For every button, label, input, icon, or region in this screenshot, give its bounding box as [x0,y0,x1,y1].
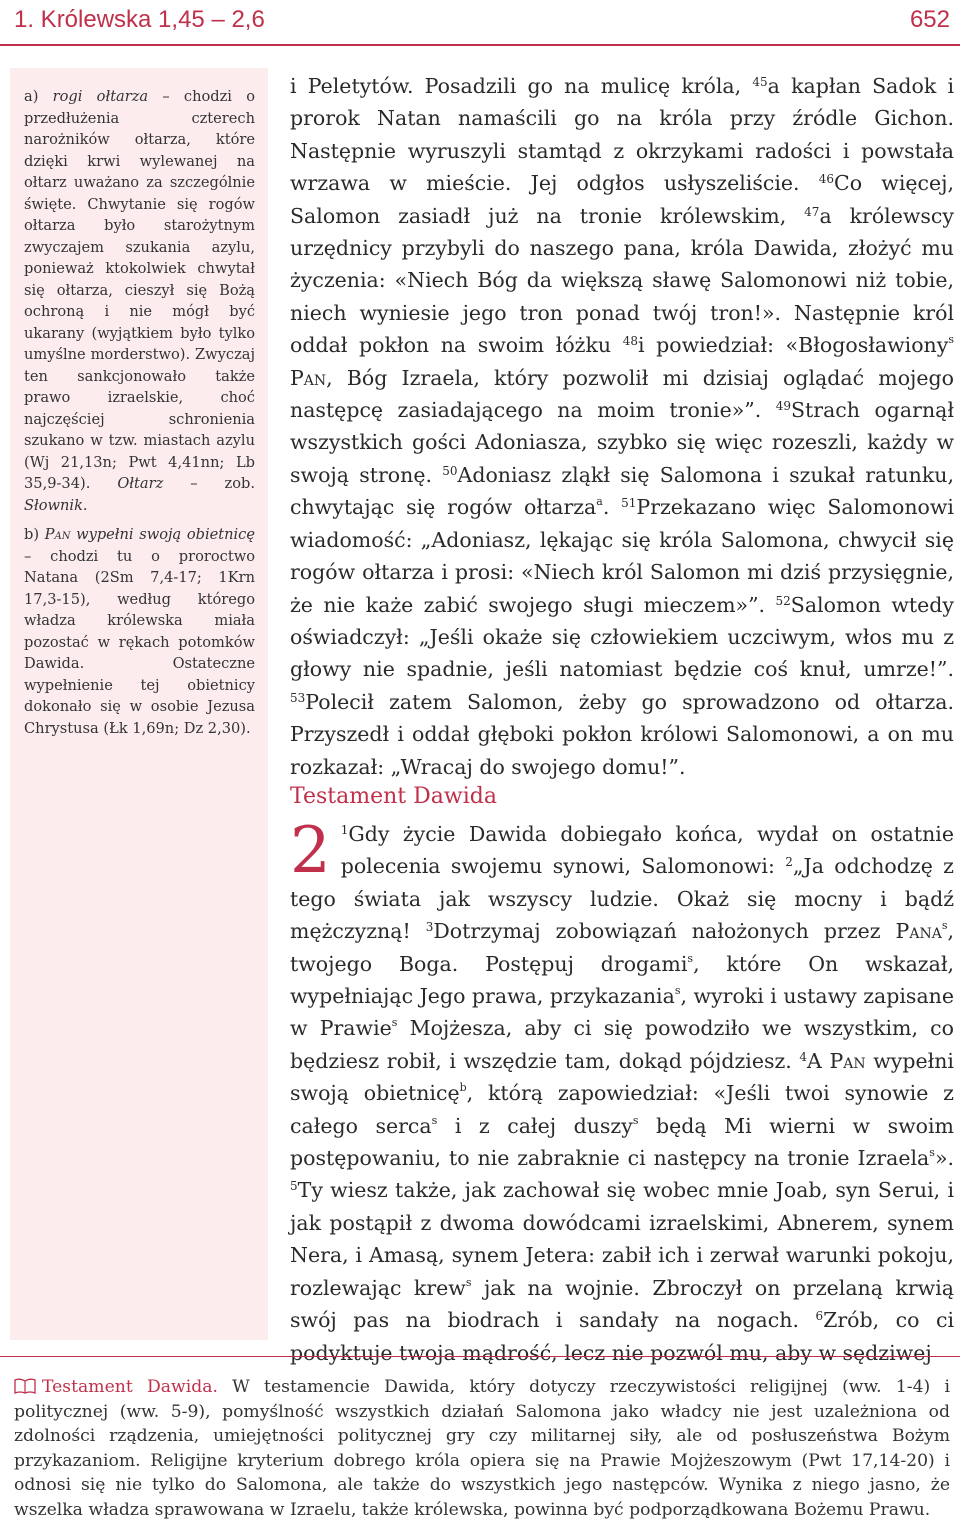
footnote-a-term: rogi ołtarza [52,88,149,105]
glossary-mark: s [465,1275,472,1289]
text-run: . [602,495,622,520]
footnote-a [24,86,255,516]
main-text [290,70,954,783]
commentary-title: Testament Dawida. [42,1377,218,1397]
text-run: Dotrzymaj zobowiązań nałożonych przez [433,919,896,944]
chapter-number: 2 [290,814,331,888]
text-run: jak na wojnie. Zbroczył on przelaną krwią swój pas na biodrach i sandały na nogach. [290,1275,954,1333]
verse-number: 6 [815,1309,824,1324]
footnote-a-see: – zob. [163,475,256,492]
verse-number: 5 [290,1179,298,1194]
footnote-b-mark: b) [24,526,40,543]
text-run: , Bóg Izraela, który pozwolił mi dzisiaj oglądać mojego następcę zasiadającego na moim tronie»”. [290,365,954,423]
running-title: 1. Królewska 1,45 – 2,6 [14,6,265,33]
footnote-ref[interactable]: b [459,1081,467,1095]
glossary-mark: s [632,1113,639,1127]
text-run: będą Mi wierni w swoim postępowaniu, to nie zabraknie ci następcy na tronie Izraela [290,1113,954,1171]
verse-number: 1 [340,823,349,837]
footnote-a-mark: a) [24,88,39,105]
verse-number: 49 [775,399,791,414]
verse-number: 50 [442,463,458,478]
text-run: Polecił zatem Salomon, żeby go sprowadzono od ołtarza. Przyszedł i oddał głęboki pokłon królowi Salomonowi, a on mu rozkazał: „Wracaj do swojego domu!”. [290,689,954,779]
text-run: i Peletytów. Posadzili go na mulicę króla, [290,74,753,98]
footnote-b [24,524,255,739]
chapter-paragraph [290,814,955,1369]
text-run: Zrób, co ci podyktuje twoja mądrość, lecz nie pozwól mu, aby w sędziwej [290,1308,955,1365]
verse-number: 53 [290,690,306,705]
divine-name: Pan [829,1048,866,1073]
text-run: Przekazano więc Salomonowi wiadomość: „Adoniasz, lękając się króla Salomona, chwycił się rogów ołtarza i prosi: «Niech król Salomon mi dziś przysięgnie, że nie każe zabić swojego sługi mieczem»”. [290,495,954,617]
chapter-text [290,814,955,1369]
footnote-a-end: . [82,496,88,514]
verse-number: 2 [785,855,793,870]
text-run: i powiedział: «Błogosławiony [637,333,949,358]
glossary-mark: s [431,1113,438,1127]
text-run: Strach ogarnął wszystkich gości Adoniasza, szybko się więc rozeszli, każdy w swoją stronę. [290,398,955,487]
text-run: i z całej duszy [437,1113,633,1138]
text-run: ». [934,1146,954,1171]
divine-name: Pana [895,919,942,944]
verse-number: 46 [818,172,835,187]
book-icon [14,1377,36,1393]
text-run: „Ja odchodzę z tego świata jak wszyscy ludzie. Okaż się mocny i bądź mężczyzną! [290,854,954,944]
text-run: , którą zapowiedział: «Jeśli twoi synowie z całego serca [290,1081,954,1138]
text-run: Gdy życie Dawida dobiegało końca, wydał on ostatnie polecenia swojemu synowi, Salomonowi: [340,822,954,879]
glossary-mark: s [941,919,948,933]
section-title: Testament Dawida [290,784,497,809]
glossary-mark: s [391,1016,398,1030]
verse-number: 47 [804,204,820,219]
footnotes-sidebar [10,68,268,1340]
verse-number: 4 [799,1049,808,1064]
commentary-box [0,1356,960,1529]
footnote-b-text: – chodzi tu o proroctwo Natana (2Sm 7,4-17; 1Krn 17,3-15), według którego władza królewska miała pozostać w rękach potomków Dawida. Ostateczne wypełnienie tej obietnicy dokonało się w osobie Jezusa Chrystusa (Łk 1,69n; Dz 2,30). [24,547,255,737]
text-run: Co więcej, Salomon zasiadł już na tronie królewskim, [290,171,954,228]
footnote-b-term: wypełni swoją obietnicę [70,526,255,543]
glossary-mark: s [687,951,694,965]
glossary-mark: s [674,984,681,998]
commentary-text: W testamencie Dawida, który dotyczy rzeczywistości religijnej (ww. 1-4) i politycznej (ww. 5-9), pomyślność wszystkich działań Salomona jako władcy nie jest uzależniona od zdolności rządzenia, umiejętności politycznej gry czy militarnej siły, ale od posłuszeństwa Bożym przykazaniom. Religijne kryterium dobrego króla opiera się na Prawie Mojżeszowym (Pwt 17,14-20) i odnosi się nie tylko do Salomona, ale także do wszystkich jego następców. Wynika z niego jasno, że wszelka władza sprawowana w Izraelu, także królewska, powinna być podporządkowana Bożemu Prawu. [14,1377,950,1520]
page-header [0,0,960,46]
verse-number: 48 [622,334,638,349]
text-run: wypełni swoją obietnicę [290,1048,954,1106]
footnote-b-term-pan: Pan [44,526,71,543]
text-run: , twojego Boga. Postępuj drogami [290,919,954,976]
text-run: A [807,1048,830,1073]
footnote-a-ref: Ołtarz [117,475,164,492]
text-run: , które On wskazał, wypełniając Jego prawa, przykazania [290,951,954,1009]
verse-number: 45 [752,75,768,89]
text-run: Salomon wtedy oświadczył: „Jeśli okaże się człowiekiem uczciwym, włos mu z głowy nie spadnie, jeśli natomiast będzie coś knuł, umrze!”. [290,592,954,682]
text-run: Ty wiesz także, jak zachował się wobec mnie Joab, syn Serui, i jak postąpił z dwoma dowódcami izraelskimi, Abnerem, synem Nera, i Amasą, synem Jetera: zabił ich i zerwał warunki pokoju, rozlewając krew [290,1178,954,1300]
text-run: a królewscy urzędnicy przybyli do naszego pana, króla Dawida, złożyć mu życzenia: «Niech Bóg da większą sławę Salomonowi niż tobie, niech wyniesie jego tron ponad twój tron!». Następnie król oddał pokłon na swoim łóżku [290,203,954,358]
glossary-mark: s [929,1146,935,1160]
verse-number: 3 [425,920,434,935]
text-run: a kapłan Sadok i prorok Natan namaścili go na króla przy źródle Gichon. Następnie wyruszyli stamtąd z okrzykami radości i powstała wrzawa w mieście. Jej odgłos usłyszeliście. [290,74,954,196]
verse-number: 51 [621,496,637,511]
main-paragraph [290,70,954,783]
text-run: Adoniasz zląkł się Salomona i szukał ratunku, chwytając się rogów ołtarza [290,462,954,520]
page-number: 652 [909,6,950,33]
footnote-a-text: – chodzi o przedłużenia czterech narożników ołtarza, które dzięki krwi wylewanej na ołtarz uważano za szczególnie święte. Chwytanie się rogów ołtarza było starożytnym zwyczajem szukania azylu, ponieważ ktokolwiek chwytał się ołtarza, cieszył się Bożą ochroną i nie mógł być ukarany (wyjątkiem było tylko umyślne morderstwo). Zwyczaj ten sankcjonowało także prawo izraelskie, choć najczęściej schronienia szukano w tzw. miastach azylu (Wj 21,13n; Pwt 4,41nn; Lb 35,9-34). [24,88,255,492]
text-run: , wyroki i ustawy zapisane w Prawie [290,984,954,1041]
glossary-mark: s [948,333,954,347]
footnote-a-dict: Słownik [24,496,83,514]
footnote-ref[interactable]: a [596,495,603,509]
text-run: Mojżesza, aby ci się powodziło we wszystkim, co będziesz robił, i wszędzie tam, dokąd pójdziesz. [290,1016,954,1073]
divine-name: Pan [290,365,327,390]
verse-number: 52 [775,593,791,608]
